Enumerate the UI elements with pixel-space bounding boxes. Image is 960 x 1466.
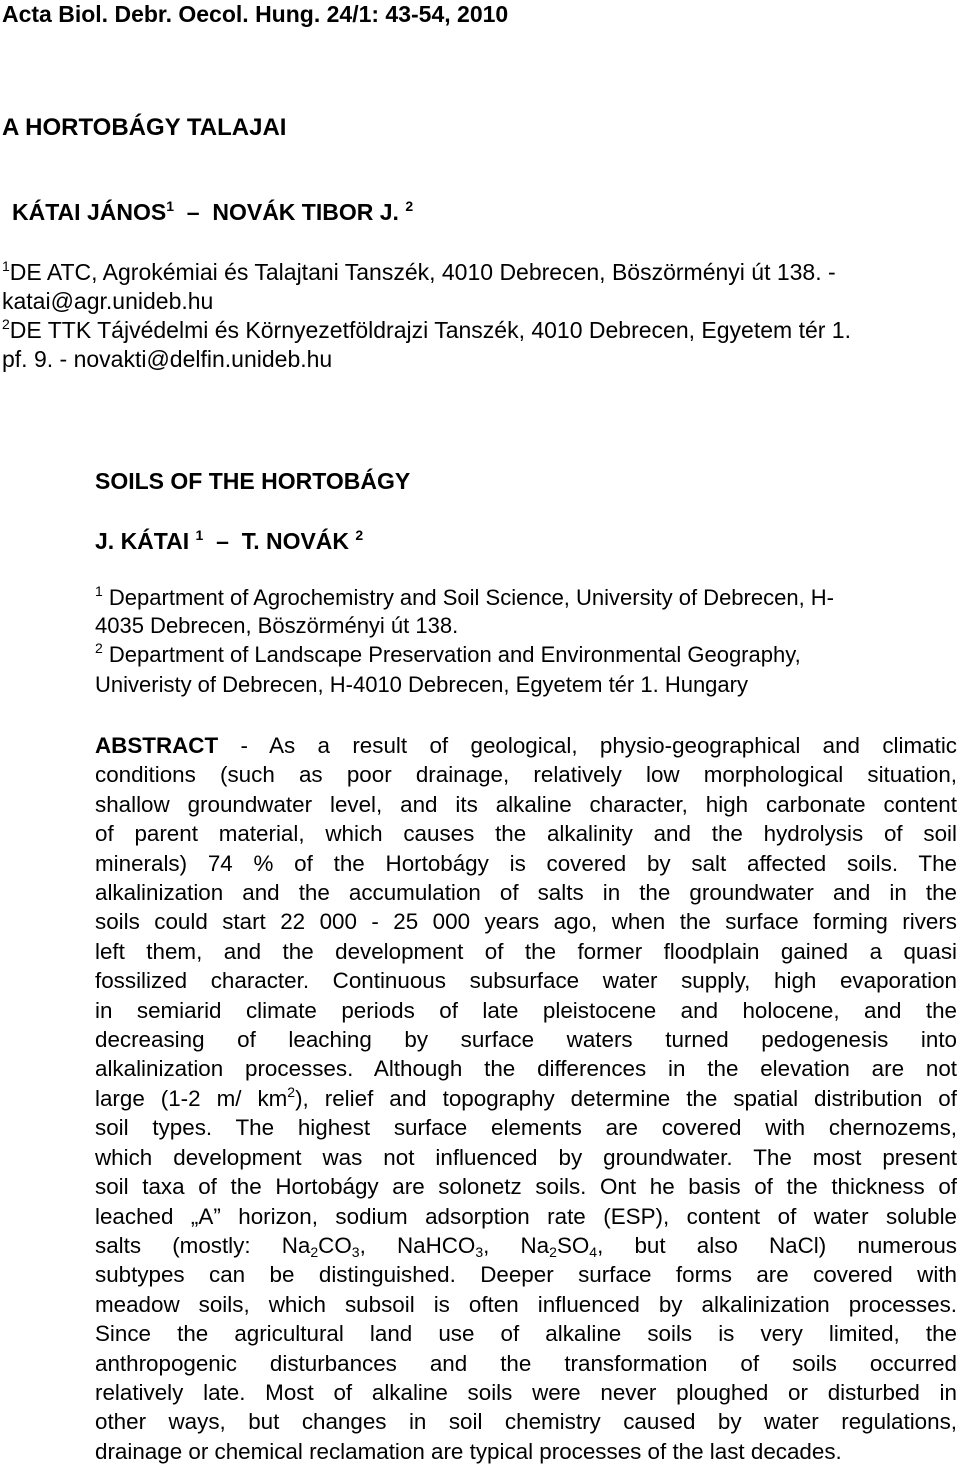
en-affiliation-2-line-1 [95,641,957,669]
hungarian-authors [12,198,413,226]
abstract-line: meadow soils, which subsoil is often influenced by alkalinization processes. [95,1291,957,1317]
author-2-name: NOVÁK TIBOR J. [212,199,399,225]
hu-aff1-sup: 1 [2,258,10,274]
superscript-2: 2 [287,1083,296,1100]
en-aff1-text: Department of Agrochemistry and Soil Science, University of Debrecen, H- [108,585,835,610]
abstract [95,731,957,1466]
english-authors [95,527,363,555]
en-author-2-name: T. NOVÁK [241,528,350,554]
abstract-line: soil taxa of the Hortobágy are solonetz soils. Ont he basis of the thickness of [95,1174,957,1200]
abstract-line: conditions (such as poor drainage, relatively low morphological situation, [95,762,957,788]
hu-affiliation-1-line-1 [2,258,836,286]
english-title: SOILS OF THE HORTOBÁGY [95,468,411,494]
abstract-line: left them, and the development of the former floodplain gained a quasi [95,938,957,964]
abstract-line: relatively late. Most of alkaline soils were never ploughed or disturbed in [95,1379,957,1405]
hu-affiliation-2-line-2: pf. 9. - novakti@delfin.unideb.hu [2,346,333,372]
abstract-line: which development was not influenced by groundwater. The most present [95,1144,957,1170]
hu-affiliation-1-line-2: katai@agr.unideb.hu [2,288,214,314]
hu-aff1-text: DE ATC, Agrokémiai és Talajtani Tanszék, 4010 Debrecen, Böszörményi út 138. - [9,259,836,285]
abstract-line: alkalinization processes. Although the differences in the elevation are not [95,1056,957,1082]
abstract-line: Since the agricultural land use of alkaline soils is very limited, the [95,1321,957,1347]
author-dash: – [186,199,200,225]
abstract-line: fossilized character. Continuous subsurface water supply, high evaporation [95,968,957,994]
en-affiliation-1-line-1 [95,584,957,612]
abstract-line: drainage or chemical reclamation are typical processes of the last decades. [95,1438,842,1464]
abstract-line: leached „A” horizon, sodium adsorption rate (ESP), content of water soluble [95,1203,957,1229]
author-1-name: KÁTAI JÁNOS [12,199,167,225]
abstract-line: subtypes can be distinguished. Deeper surface forms are covered with [95,1262,957,1288]
hu-aff2-text: DE TTK Tájvédelmi és Környezetföldrajzi Tanszék, 4010 Debrecen, Egyetem tér 1. [9,317,851,343]
abstract-line: soil types. The highest surface elements are covered with chernozems, [95,1115,957,1141]
abstract-line: alkalinization and the accumulation of salts in the groundwater and in the [95,880,957,906]
author-1-sup: 1 [166,198,174,214]
hu-aff2-sup: 2 [2,316,10,332]
en-aff2-text: Department of Landscape Preservation and Environmental Geography, [108,642,801,667]
abstract-line: soils could start 22 000 - 25 000 years ago, when the surface forming rivers [95,909,957,935]
abstract-line: large (1-2 m/ $km^2$), relief and topography determine the spatial distribution of [95,1083,957,1111]
abstract-line-formulas: salts (mostly: $Na_2CO_3$, NaHCO$_3$, $Na_2SO_4$, but also NaCl) numerous [95,1232,957,1260]
abstract-line: anthropogenic disturbances and the transformation of soils occurred [95,1350,957,1376]
author-2-sup: 2 [405,198,414,214]
abstract-line: ABSTRACT - As a result of geological, physio-geographical and climatic [95,733,957,758]
en-author-2-sup: 2 [355,527,364,543]
abstract-line: other ways, but changes in soil chemistry caused by water regulations, [95,1409,957,1435]
abstract-line: in semiarid climate periods of late pleistocene and holocene, and the [95,997,957,1023]
hu-affiliation-2-line-1 [2,316,851,344]
abstract-heading: ABSTRACT [95,733,219,758]
abstract-line: of parent material, which causes the alkalinity and the hydrolysis of soil [95,821,957,847]
en-author-1-sup: 1 [195,527,204,543]
en-aff1-sup: 1 [95,583,103,599]
en-aff2-sup: 2 [95,640,103,656]
en-affiliation-2-line-2: Univeristy of Debrecen, H-4010 Debrecen, Egyetem tér 1. Hungary [95,672,748,697]
en-author-dash: – [216,528,229,554]
abstract-line: decreasing of leaching by surface waters turned pedogenesis into [95,1027,957,1053]
abstract-line: shallow groundwater level, and its alkaline character, high carbonate content [95,791,957,817]
journal-reference: Acta Biol. Debr. Oecol. Hung. 24/1: 43-54, 2010 [2,1,509,27]
en-author-1-name: J. KÁTAI [95,528,190,554]
abstract-line: minerals) 74 % of the Hortobágy is covered by salt affected soils. The [95,850,957,876]
en-affiliation-1-line-2: 4035 Debrecen, Böszörményi út 138. [95,613,459,638]
hungarian-title: A HORTOBÁGY TALAJAI [2,114,287,141]
